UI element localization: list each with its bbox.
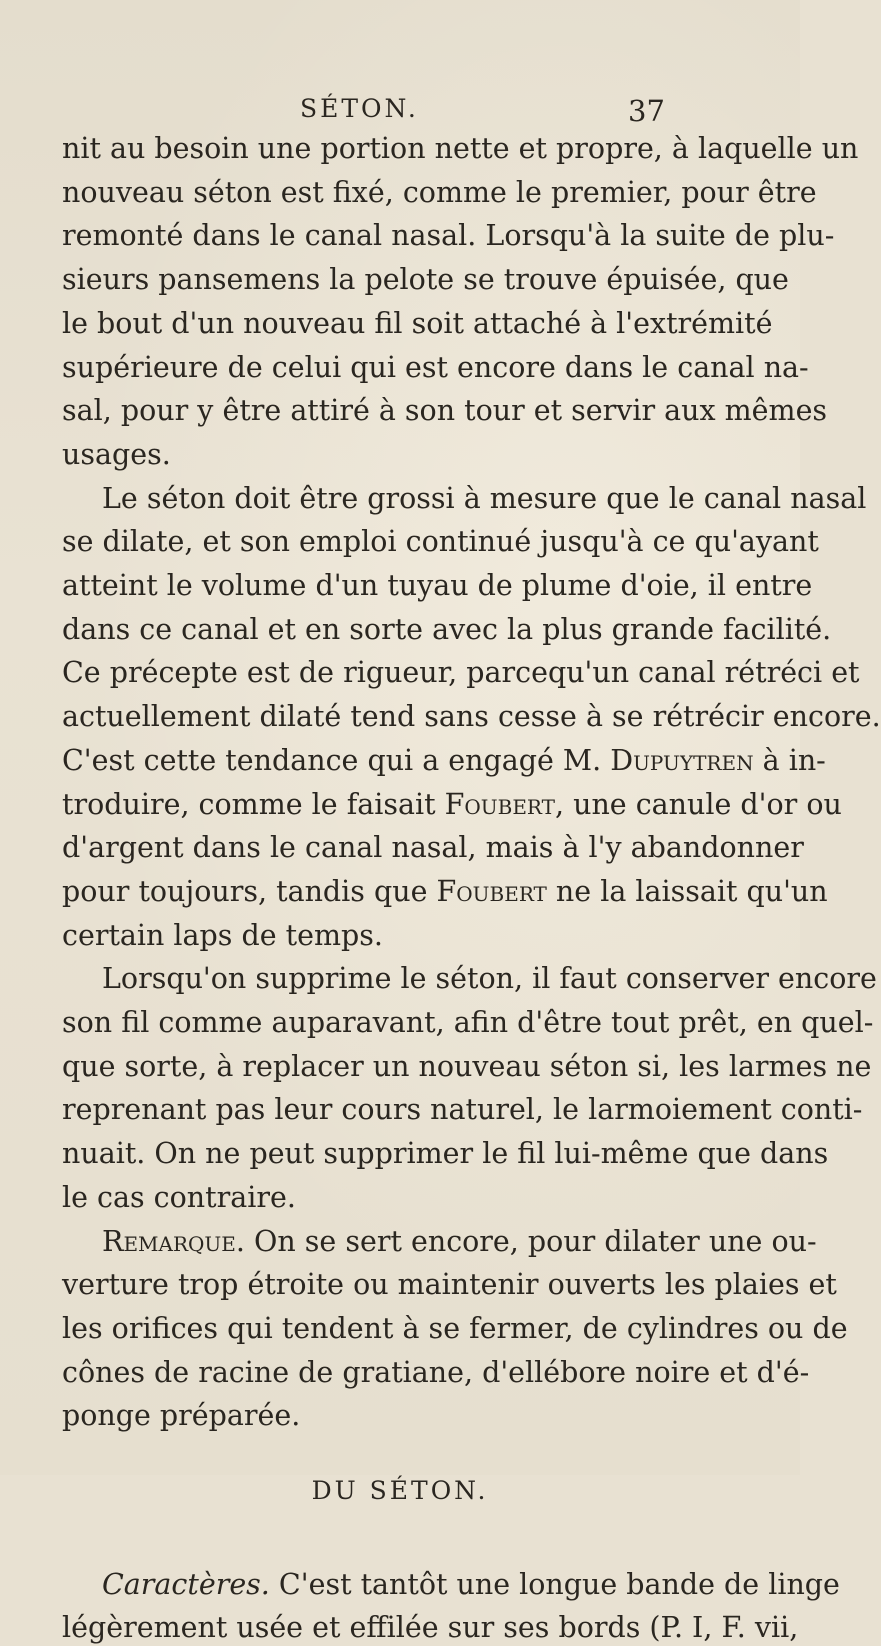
- text-line: certain laps de temps.: [62, 918, 383, 952]
- text-line: remonté dans le canal nasal. Lorsqu'à la suite de plu-: [62, 219, 835, 253]
- text-line: atteint le volume d'un tuyau de plume d'oie, il entre: [62, 569, 813, 602]
- text-line: Caractères. C'est tantôt une longue bande de linge: [102, 1567, 840, 1601]
- text-line: usages.: [62, 437, 171, 471]
- text-line: Lorsqu'on supprime le séton, il faut conserver encore: [102, 962, 877, 996]
- text-line: Le séton doit être grossi à mesure que le canal nasal: [102, 481, 867, 515]
- text-line: se dilate, et son emploi continué jusqu'à ce qu'ayant: [62, 525, 819, 559]
- running-title: SÉTON.: [300, 94, 419, 123]
- text-line: ponge préparée.: [62, 1399, 301, 1433]
- text-line: sieurs pansemens la pelote se trouve épuisée, que: [62, 263, 789, 297]
- text-line: cônes de racine de gratiane, d'ellébore noire et d'é-: [62, 1355, 810, 1389]
- text-line: légèrement usée et effilée sur ses bords (P. I, F. vii,: [62, 1611, 799, 1645]
- text-line: pour toujours, tandis que Foubert ne la laissait qu'un: [62, 874, 828, 908]
- text-line: supérieure de celui qui est encore dans le canal na-: [62, 350, 809, 384]
- text-line: le cas contraire.: [62, 1180, 296, 1214]
- text-line: C'est cette tendance qui a engagé M. Dupuytren à in-: [62, 743, 826, 777]
- text-line: dans ce canal et en sorte avec la plus grande facilité.: [62, 612, 832, 646]
- text-line: actuellement dilaté tend sans cesse à se rétrécir encore.: [62, 700, 881, 734]
- text-line: nouveau séton est fixé, comme le premier, pour être: [62, 175, 817, 209]
- text-line: sal, pour y être attiré à son tour et servir aux mêmes: [62, 394, 828, 428]
- text-line: d'argent dans le canal nasal, mais à l'y abandonner: [62, 831, 804, 865]
- text-line: le bout d'un nouveau fil soit attaché à l'extrémité: [62, 306, 773, 340]
- running-head: [0, 94, 800, 134]
- text-line: son fil comme auparavant, afin d'être tout prêt, en quel-: [62, 1006, 874, 1039]
- text-line: Ce précepte est de rigueur, parcequ'un canal rétréci et: [62, 656, 860, 690]
- text-line: que sorte, à replacer un nouveau séton si, les larmes ne: [62, 1049, 872, 1083]
- text-line: nuait. On ne peut supprimer le fil lui-même que dans: [62, 1137, 829, 1171]
- text-line: nit au besoin une portion nette et propre, à laquelle un: [62, 132, 859, 165]
- text-line: les orifices qui tendent à se fermer, de cylindres ou de: [62, 1311, 848, 1345]
- text-line: troduire, comme le faisait Foubert, une canule d'or ou: [62, 787, 842, 821]
- section-heading: DU SÉTON.: [311, 1476, 489, 1505]
- text-line: Remarque. On se sert encore, pour dilater une ou-: [102, 1224, 817, 1258]
- text-line: reprenant pas leur cours naturel, le larmoiement conti-: [62, 1093, 863, 1127]
- text-line: verture trop étroite ou maintenir ouverts les plaies et: [62, 1268, 837, 1302]
- page-number: 37: [628, 94, 665, 128]
